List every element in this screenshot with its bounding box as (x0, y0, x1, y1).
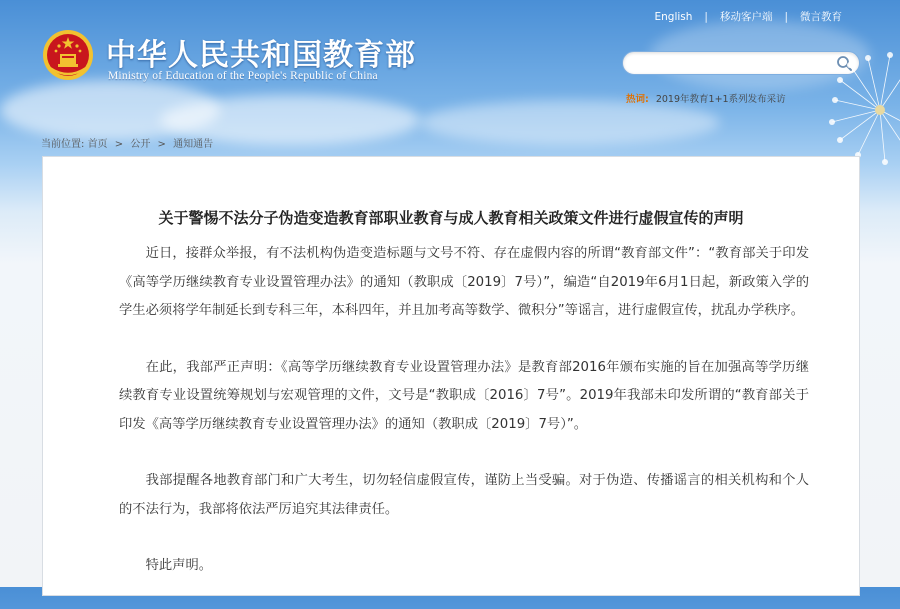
article-paragraph: 近日，接群众举报，有不法机构伪造变造标题与文号不符、存在虚假内容的所谓“教育部文件”：“教育部关于印发《高等学历继续教育专业设置管理办法》的通知（教职成〔2019〕7号）”，编造“自2019年6月1日起，新政策入学的学生必须将学年制延长到专科三年，本科四年，并且加考高等数学、微积分”等谣言，进行虚假宣传，扰乱办学秩序。 (119, 246, 809, 318)
site-subtitle: Ministry of Education of the People's Republic of China (108, 70, 378, 82)
article-paragraph: 在此，我部严正声明：《高等学历继续教育专业设置管理办法》是教育部2016年颁布实施的旨在加强高等学历继续教育专业设置统筹规划与宏观管理的文件，文号是“教职成〔2016〕7号”。2019年我部未印发所谓的“教育部关于印发《高等学历继续教育专业设置管理办法》的通知（教职成〔2019〕7号）”。 (119, 359, 809, 432)
breadcrumb-public[interactable]: 公开 (130, 139, 151, 150)
breadcrumb-prefix: 当前位置: (41, 139, 85, 150)
english-link[interactable]: English (654, 10, 693, 23)
hot-words (626, 91, 786, 105)
hot-word-link[interactable]: 2019年教育1+1系列发布采访 (655, 94, 786, 105)
mobile-client-link[interactable]: 移动客户端 (719, 11, 773, 23)
article-title: 关于警惕不法分子伪造变造教育部职业教育与成人教育相关政策文件进行虚假宣传的声明 (158, 209, 744, 227)
article-panel (42, 156, 860, 596)
divider: | (704, 10, 708, 23)
breadcrumb-separator: > (114, 139, 124, 150)
article-paragraph: 我部提醒各地教育部门和广大考生，切勿轻信虚假宣传，谨防上当受骗。对于伪造、传播谣言的相关机构和个人的不法行为，我部将依法严厉追究其法律责任。 (119, 473, 809, 517)
search-input[interactable] (633, 53, 837, 75)
cloud-decoration (420, 100, 720, 145)
article-body (119, 240, 809, 609)
weiyan-education-link[interactable]: 微言教育 (800, 11, 842, 23)
breadcrumb-separator: > (157, 139, 166, 150)
divider: | (784, 10, 788, 23)
national-emblem-icon[interactable] (42, 28, 94, 82)
top-links (654, 9, 842, 24)
breadcrumb-notices[interactable]: 通知通告 (173, 139, 214, 150)
article-paragraph: 特此声明。 (145, 558, 213, 573)
hot-words-label: 热词: (626, 94, 649, 105)
breadcrumb-home[interactable]: 首页 (87, 139, 108, 150)
site-title[interactable]: 中华人民共和国教育部 (106, 38, 416, 73)
breadcrumb (41, 135, 213, 150)
